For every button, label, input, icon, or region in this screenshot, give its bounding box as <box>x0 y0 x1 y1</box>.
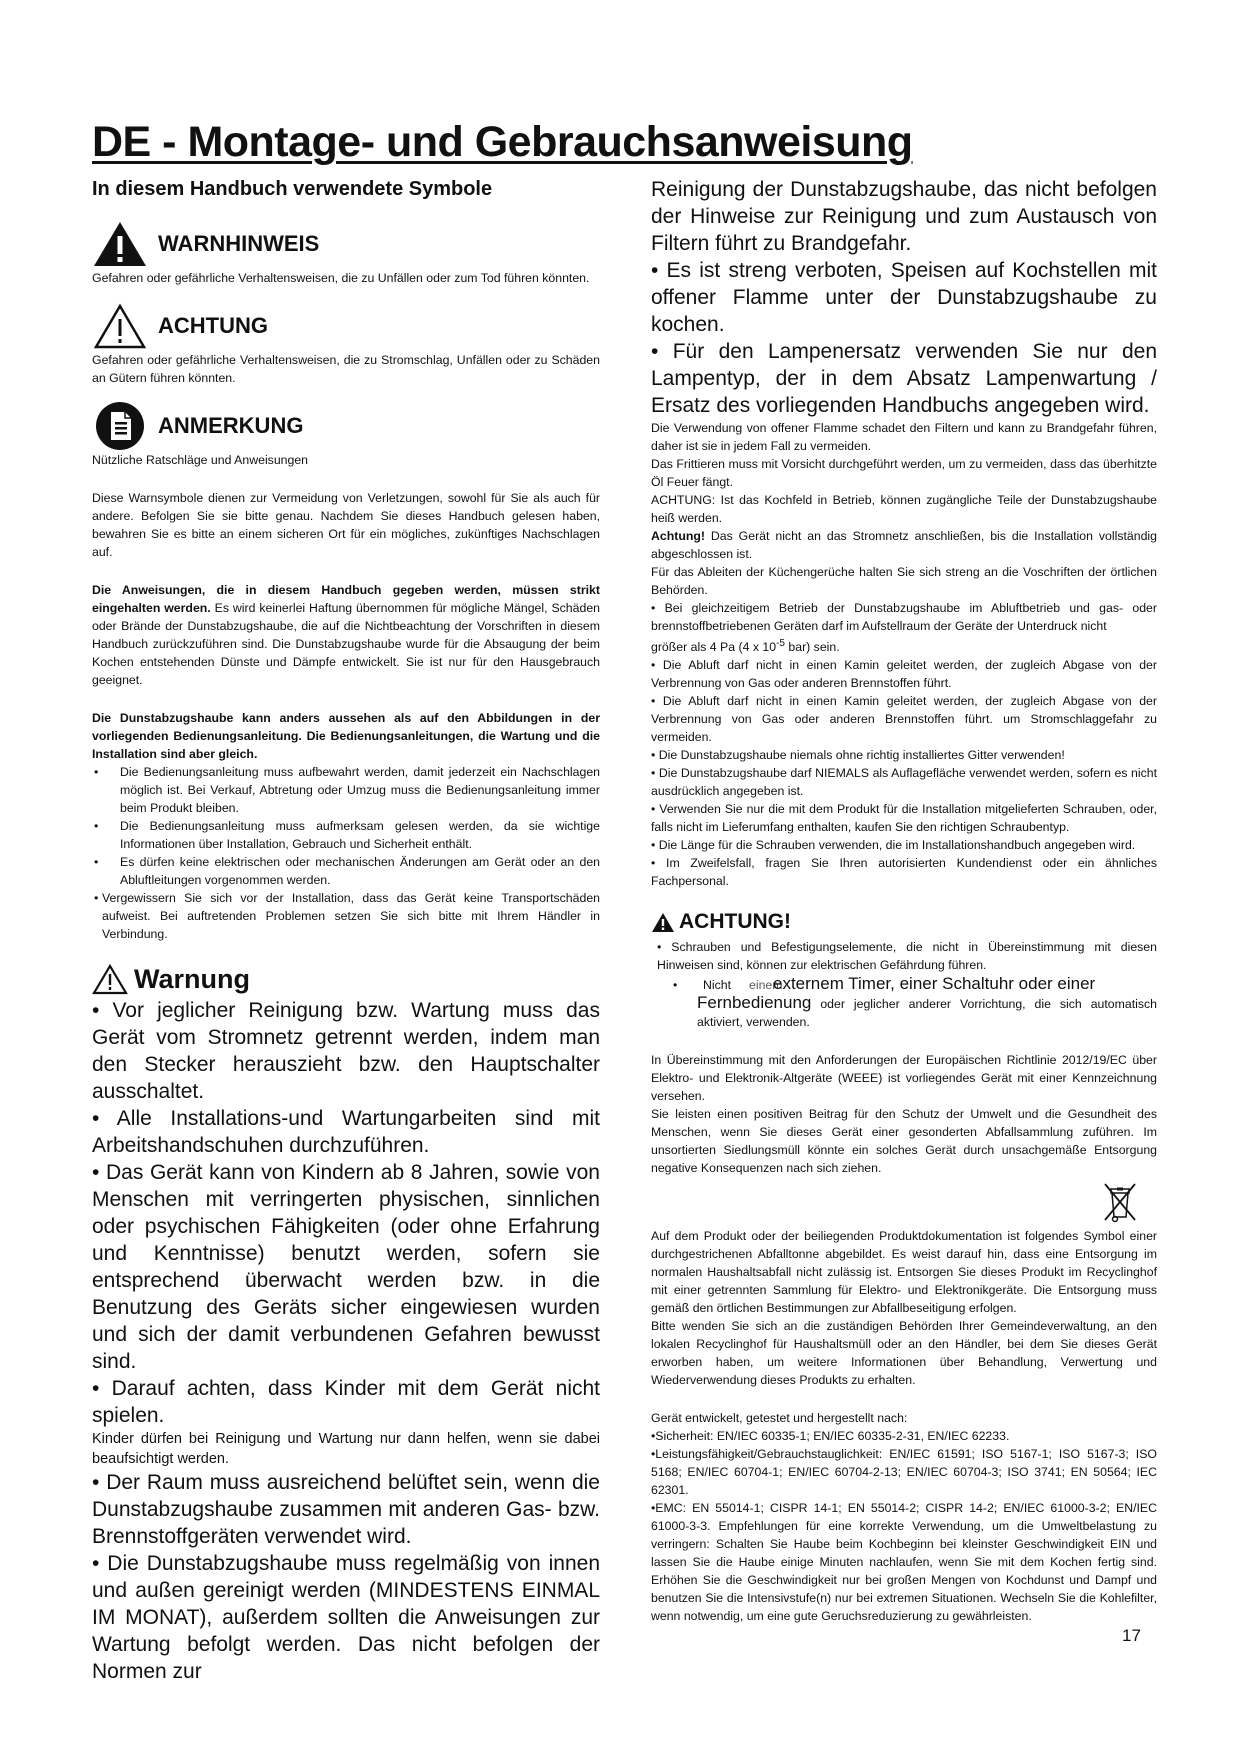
symbols-heading: In diesem Handbuch verwendete Symbole <box>92 178 493 200</box>
paragraph: Achtung! Das Gerät nicht an das Stromnetz anschließen, bis die Installation vollständig abgeschlossen ist. <box>651 529 1157 561</box>
crossed-bin-icon <box>1103 1180 1137 1224</box>
achtung2-label: ACHTUNG! <box>679 910 791 934</box>
lamp-warning: • Für den Lampenersatz verwenden Sie nur den Lampentyp, der in dem Absatz Lampenwartung / Ersatz des vorliegenden Handbuchs angegeben wird. <box>651 340 1157 417</box>
weee-symbol <box>651 1177 1157 1227</box>
intro-paragraph: Diese Warnsymbole dienen zur Vermeidung von Verletzungen, sowohl für Sie als auch für andere. Befolgen Sie sie bitte genau. Nachdem Sie dieses Handbuch gelesen haben, bewahren Sie es bitte an einem sicheren Ort für ein mögliches, zukünftiges Nachschlagen auf. <box>92 491 600 559</box>
paragraph: • Im Zweifelsfall, fragen Sie Ihren autorisierten Kundendienst oder ein ähnliches Fachpersonal. <box>651 856 1157 889</box>
strict-bold: Die Anweisungen, die in diesem Handbuch gegeben werden, müssen strikt eingehalten werden. <box>92 583 600 615</box>
achtung-text: Gefahren oder gefährliche Verhaltensweisen, die zu Stromschlag, Unfällen oder zu Schäden an Gütern führen könnten. <box>92 353 600 385</box>
paragraph: • Die Dunstabzugshaube darf NIEMALS als Auflagefläche verwendet werden, sofern es nicht ausdrücklich angegeben ist. <box>651 766 1157 799</box>
paragraph: • Die Abluft darf nicht in einen Kamin geleitet werden, der zugleich Abgase von der Verbrennung von Gas oder anderen Brennstoffen führt. um Stromschlaggefahr zu vermeiden. <box>651 694 1157 745</box>
warnhinweis-text: Gefahren oder gefährliche Verhaltensweisen, die zu Unfällen oder zum Tod führen könnten. <box>92 271 590 285</box>
paragraph: • Die Länge für die Schrauben verwenden, die im Installationshandbuch angegeben wird. <box>651 838 1136 853</box>
list-item: • Die Bedienungsanleitung muss aufbewahrt werden, damit jederzeit ein Nachschlagen möglich ist. Bei Verkauf, Abtretung oder Umzug muss die Bedienungsanleitung immer beim Produkt bleiben. <box>94 765 600 815</box>
paragraph: Das Frittieren muss mit Vorsicht durchgeführt werden, um zu vermeiden, dass das überhitzte Öl Feuer fängt. <box>651 457 1157 489</box>
page-title: DE - Montage- und Gebrauchsanweisung <box>92 118 913 166</box>
warnung-header <box>92 963 600 995</box>
achtung-header <box>92 301 600 351</box>
warnhinweis-label: WARNHINWEIS <box>158 231 320 256</box>
standards-safety: •Sicherheit: EN/IEC 60335-1; EN/IEC 60335-2-31, EN/IEC 62233. <box>651 1429 1010 1444</box>
paragraph: Für das Ableiten der Küchengerüche halten Sie sich streng an die Voschriften der örtlichen Behörden. <box>651 565 1157 597</box>
open-flame-warning: • Es ist streng verboten, Speisen auf Kochstellen mit offener Flamme unter der Dunstabzugshaube zu kochen. <box>651 259 1157 336</box>
standards-emc: •EMC: EN 55014-1; CISPR 14-1; EN 55014-2; CISPR 14-2; EN/IEC 61000-3-2; EN/IEC 61000-3-3. Empfehlungen für eine korrekte Verwendung, um die Umweltbelastung zu verringern: Schalten Sie Haube beim Kochbeginn bei kleinster Geschwindigkeit EIN und lassen Sie die Haube einige Minuten nachlaufen, wenn Sie mit dem Kochen fertig sind. Erhöhen Sie die Geschwindigkeit nur bei großen Mengen von Kochdunst und Dampf und benutzen Sie die Intensivstufe(n) nur bei extremen Situationen. Wechseln Sie die Kohlefilter, wenn notwendig, um eine gute Geruchsreduzierung zu gewährleisten. <box>651 1501 1157 1624</box>
differ-paragraph <box>92 709 600 763</box>
weee-paragraph-3: Auf dem Produkt oder der beiliegenden Produktdokumentation ist folgendes Symbol einer durchgestrichenen Abfalltonne abgebildet. Es weist darauf hin, dass eine Entsorgung im normalen Haushaltsabfall nicht zulässig ist. Entsorgen Sie dieses Produkt im Recyclinghof mit einer getrennten Sammlung für Elektro- und Elektronikgeräte. Die Entsorgung muss gemäß den örtlichen Bestimmungen zur Abfallbeseitigung erfolgen. <box>651 1229 1157 1316</box>
warnung-item-1: • Vor jeglicher Reinigung bzw. Wartung muss das Gerät vom Stromnetz getrennt werden, indem man den Stecker herauszieht bzw. den Hauptschalter ausschaltet. <box>92 999 600 1103</box>
weee-paragraph-2: Sie leisten einen positiven Beitrag für den Schutz der Umwelt und die Gesundheit des Menschen, wenn Sie dieses Gerät einer gesonderten Abfallsammlung zuführen. Im unsortierten Siedlungsmüll könnte ein solches Gerät durch unsachgemäße Entsorgung negative Konsequenzen nach sich ziehen. <box>651 1107 1157 1176</box>
achtung2-item-2: • Nicht einem externem Timer, einer Schaltuhr oder einer <box>673 974 1096 994</box>
warning-outline-icon <box>92 301 148 351</box>
warnung-item-5: • Der Raum muss ausreichend belüftet sein, wenn die Dunstabzugshaube zusammen mit anderen Gas- bzw. Brennstoffgeräten verwendet wird. <box>92 1471 600 1548</box>
warning-filled-icon <box>92 219 148 269</box>
standards-intro: Gerät entwickelt, getestet und hergestellt nach: <box>651 1411 908 1426</box>
achtung-label: ACHTUNG <box>158 313 268 338</box>
warnung-item-6: • Die Dunstabzugshaube muss regelmäßig von innen und außen gereinigt werden (MINDESTENS EINMAL IM MONAT), außerdem sollten die Anweisungen zur Wartung befolgt werden. Das nicht befolgen der Normen zur <box>92 1552 600 1683</box>
warning-outline-icon <box>92 963 128 995</box>
continued-text: Reinigung der Dunstabzugshaube, das nicht befolgen der Hinweise zur Reinigung und zum Austausch von Filtern führt zu Brandgefahr. <box>651 178 1157 255</box>
warnhinweis-header <box>92 219 600 269</box>
anmerkung-text: Nützliche Ratschläge und Anweisungen <box>92 453 309 467</box>
paragraph: Die Verwendung von offener Flamme schadet den Filtern und kann zu Brandgefahr führen, daher ist sie in jedem Fall zu vermeiden. <box>651 421 1157 453</box>
warnung-item-3: • Das Gerät kann von Kindern ab 8 Jahren, sowie von Menschen mit verringerten physischen, sinnlichen oder psychischen Fähigkeiten (oder ohne Erfahrung und Kenntnisse) benutzt werden, sofern sie entsprechend überwacht werden bzw. in die Benutzung des Geräts sicher eingewiesen wurden und sich der damit verbundenen Gefahren bewusst sind. <box>92 1161 600 1373</box>
left-column <box>92 178 600 1685</box>
warnung-label: Warnung <box>134 963 250 994</box>
achtung2-header <box>651 910 1157 934</box>
page-number: 17 <box>1122 1626 1141 1645</box>
warning-filled-icon <box>651 912 675 933</box>
strict-paragraph <box>92 581 600 689</box>
standards-performance: •Leistungsfähigkeit/Gebrauchstauglichkeit: EN/IEC 61591; ISO 5167-1; ISO 5167-3; ISO 5168; EN/IEC 60704-1; EN/IEC 60704-2-13; EN/IEC 60704-3; ISO 3741; EN 50564; IEC 62301. <box>651 1447 1157 1498</box>
achtung2-item-1: • Schrauben und Befestigungselemente, die nicht in Übereinstimmung mit diesen Hinweisen sind, können zur elektrischen Gefährdung führen. <box>657 940 1157 973</box>
paragraph: ACHTUNG: Ist das Kochfeld in Betrieb, können zugängliche Teile der Dunstabzugshaube heiß werden. <box>651 493 1157 525</box>
list-item: • Die Bedienungsanleitung muss aufmerksam gelesen werden, da sie wichtige Informationen über Installation, Gebrauch und Sicherheit enthält. <box>94 819 600 851</box>
differ-bold: Die Dunstabzugshaube kann anders aussehen als auf den Abbildungen in der vorliegenden Bedienungsanleitung. Die Bedienungsanleitungen, die Wartung und die Installation sind aber gleich. <box>92 711 600 761</box>
warnung-item-4-small: Kinder dürfen bei Reinigung und Wartung nur dann helfen, wenn sie dabei beaufsichtigt werden. <box>92 1431 600 1467</box>
note-document-icon <box>92 401 148 451</box>
paragraph: • Die Dunstabzugshaube niemals ohne richtig installiertes Gitter verwenden! <box>651 748 1065 763</box>
list-item: • Es dürfen keine elektrischen oder mechanischen Änderungen am Gerät oder an den Abluftleitungen vorgenommen werden. <box>94 855 600 887</box>
weee-paragraph-1: In Übereinstimmung mit den Anforderungen der Europäischen Richtlinie 2012/19/EC über Elektro- und Elektronik-Altgeräte (WEEE) ist vorliegendes Gerät mit einer Kennzeichnung versehen. <box>651 1053 1157 1104</box>
warnung-item-2: • Alle Installations-und Wartungarbeiten sind mit Arbeitshandschuhen durchzuführen. <box>92 1107 600 1157</box>
achtung2-item-2-cont: Fernbedienung oder jeglicher anderer Vorrichtung, die sich automatisch aktiviert, verwenden. <box>697 993 1157 1030</box>
paragraph: • Verwenden Sie nur die mit dem Produkt für die Installation mitgelieferten Schrauben, oder, falls nicht im Lieferumfang enthalten, kaufen Sie den richtigen Schraubentyp. <box>651 802 1157 835</box>
paragraph: • Die Abluft darf nicht in einen Kamin geleitet werden, der zugleich Abgase von der Verbrennung von Gas oder anderen Brennstoffen führt. <box>651 658 1157 691</box>
anmerkung-label: ANMERKUNG <box>158 413 304 438</box>
list-item: • Vergewissern Sie sich vor der Installation, dass das Gerät keine Transportschäden aufweist. Bei auftretenden Problemen setzen Sie sich bitte mit Ihrem Händler in Verbindung. <box>94 891 600 941</box>
strict-rest: Es wird keinerlei Haftung übernommen für mögliche Mängel, Schäden oder Brände der Dunstabzugshaube, die auf die Nichtbeachtung der Vorschriften in diesem Handbuch zurückzuführen sind. Die Dunstabzugshaube wurde für die Absaugung der beim Kochen entstehenden Dünste und Dämpfe entwickelt. Sie ist nur für den Hausgebrauch geeignet. <box>92 601 600 687</box>
weee-paragraph-4: Bitte wenden Sie sich an die zuständigen Behörden Ihrer Gemeindeverwaltung, an den lokalen Recyclinghof für Haushaltsmüll oder an den Händler, bei dem Sie dieses Gerät erworben haben, um weitere Informationen über Behandlung, Verwertung und Wiederverwendung dieses Produkts zu erhalten. <box>651 1319 1157 1388</box>
anmerkung-header <box>92 401 600 451</box>
right-column <box>651 176 1157 1625</box>
paragraph: • Bei gleichzeitigem Betrieb der Dunstabzugshaube im Abluftbetrieb und gas- oder brennstoffbetriebenen Geräten darf im Aufstellraum der Geräte der Unterdruck nicht <box>651 601 1157 633</box>
paragraph: größer als 4 Pa (4 x $10^{-5}$ bar) sein. <box>651 638 840 655</box>
warnung-item-4: • Darauf achten, dass Kinder mit dem Gerät nicht spielen. <box>92 1377 600 1427</box>
